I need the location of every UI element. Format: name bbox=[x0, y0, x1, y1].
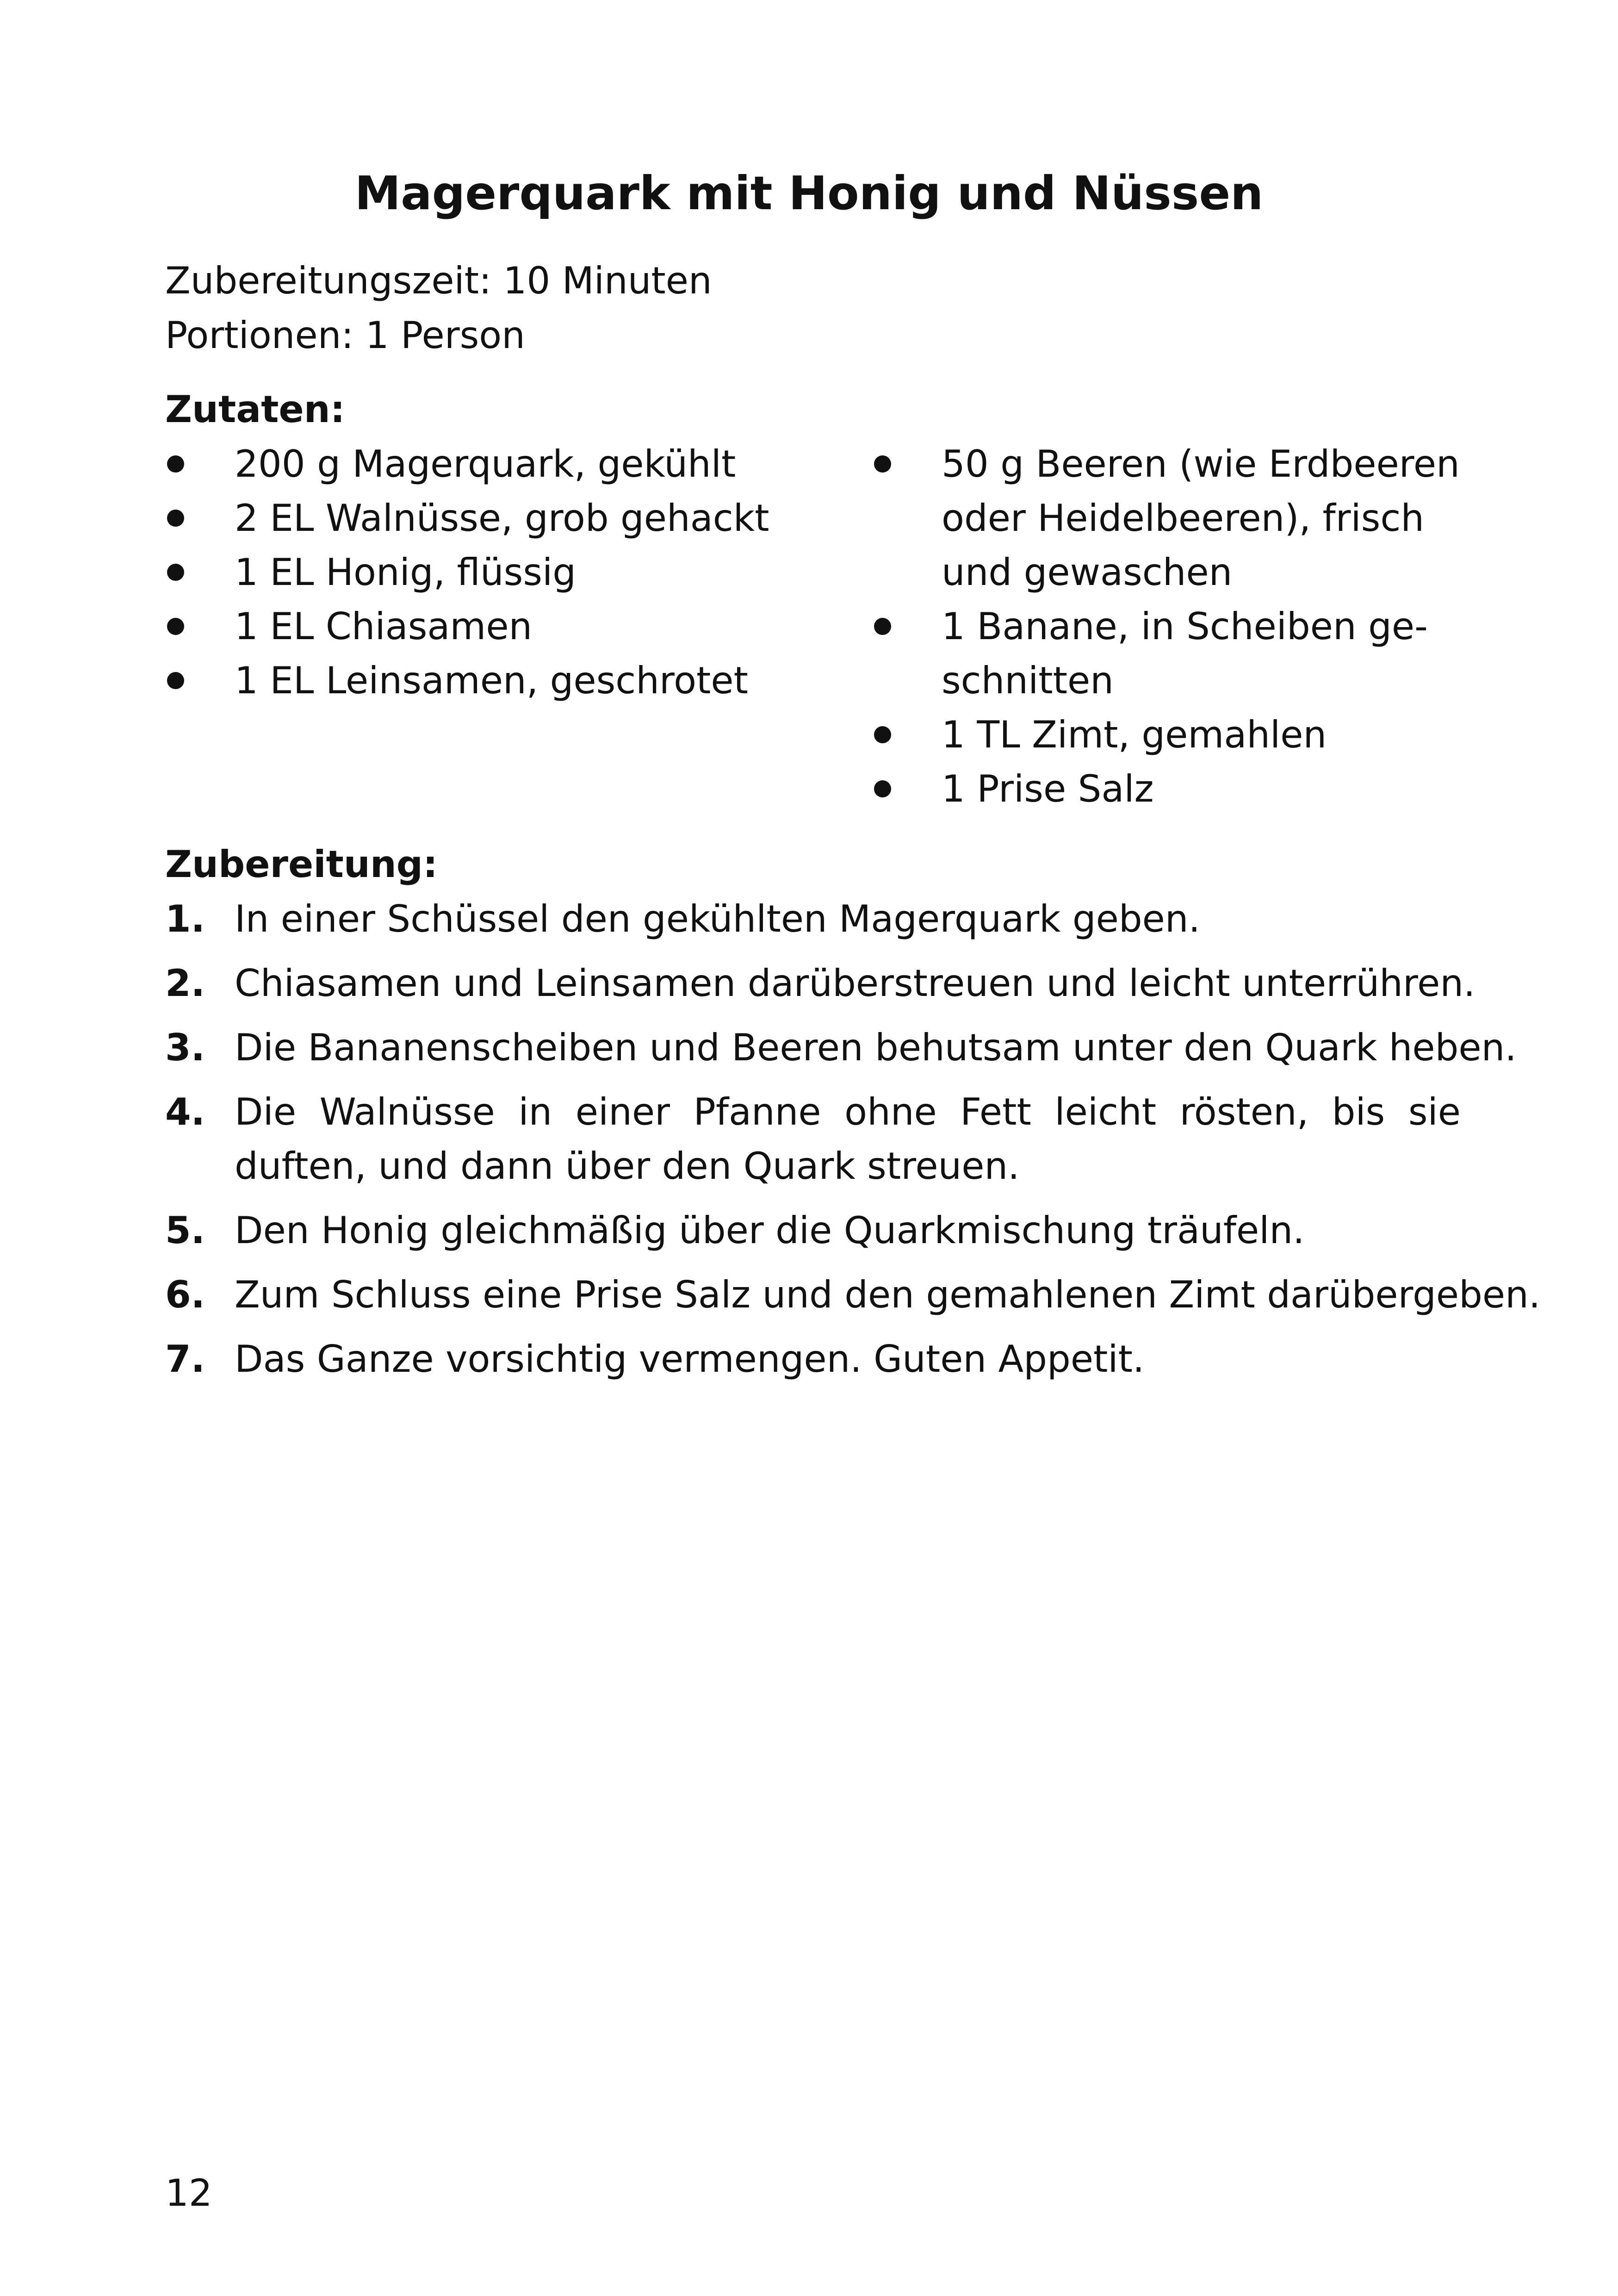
step-item bbox=[165, 1332, 1461, 1386]
bullet-icon bbox=[167, 510, 184, 527]
step-text: Den Honig gleichmäßig über die Quarkmischung träufeln. bbox=[235, 1209, 1305, 1252]
ingredient-text: 1 Banane, in Scheiben ge-schnitten bbox=[942, 605, 1428, 702]
step-number: 4. bbox=[165, 1090, 205, 1133]
ingredient-text: 1 Prise Salz bbox=[942, 767, 1154, 810]
ingredient-text: 1 EL Chiasamen bbox=[235, 605, 533, 648]
ingredient-item bbox=[165, 437, 836, 491]
ingredient-text: 200 g Magerquark, gekühlt bbox=[235, 442, 736, 485]
bullet-icon bbox=[167, 672, 184, 689]
step-item bbox=[165, 1203, 1461, 1257]
bullet-icon bbox=[874, 455, 891, 473]
step-text: Die Walnüsse in einer Pfanne ohne Fett leicht rösten, bis sie duften, und dann über den Quark streuen. bbox=[235, 1090, 1461, 1188]
step-number: 1. bbox=[165, 897, 205, 940]
bullet-icon bbox=[167, 564, 184, 581]
ingredient-item bbox=[872, 599, 1474, 708]
bullet-icon bbox=[874, 618, 891, 635]
step-number: 3. bbox=[165, 1026, 205, 1069]
ingredient-item bbox=[165, 653, 836, 708]
ingredient-text: 2 EL Walnüsse, grob gehackt bbox=[235, 497, 769, 540]
step-number: 6. bbox=[165, 1273, 205, 1316]
ingredient-item bbox=[165, 491, 836, 545]
step-number: 7. bbox=[165, 1338, 205, 1381]
recipe-title: Magerquark mit Honig und Nüssen bbox=[354, 166, 1264, 220]
ingredients-list-right bbox=[872, 437, 1474, 816]
ingredient-text: 1 TL Zimt, gemahlen bbox=[942, 713, 1327, 756]
ingredient-text: 50 g Beeren (wie Erdbeeren oder Heidelbeeren), frisch und gewaschen bbox=[942, 442, 1460, 594]
step-text: Die Bananenscheiben und Beeren behutsam unter den Quark heben. bbox=[235, 1026, 1517, 1069]
step-item bbox=[165, 956, 1475, 1010]
ingredient-text: 1 EL Leinsamen, geschrotet bbox=[235, 659, 748, 702]
preparation-steps bbox=[165, 892, 1541, 1396]
step-text: Das Ganze vorsichtig vermengen. Guten Appetit. bbox=[235, 1338, 1145, 1381]
bullet-icon bbox=[874, 726, 891, 743]
ingredient-item bbox=[872, 437, 1474, 599]
preparation-heading: Zubereitung: bbox=[165, 843, 438, 886]
step-item bbox=[165, 892, 1461, 946]
ingredient-item bbox=[165, 599, 836, 653]
ingredients-heading: Zutaten: bbox=[165, 388, 345, 431]
recipe-meta bbox=[165, 254, 712, 363]
ingredient-text: 1 EL Honig, flüssig bbox=[235, 551, 577, 594]
bullet-icon bbox=[167, 618, 184, 635]
step-text: Zum Schluss eine Prise Salz und den gemahlenen Zimt darübergeben. bbox=[235, 1273, 1541, 1316]
step-item bbox=[165, 1268, 1541, 1322]
step-text: In einer Schüssel den gekühlten Magerquark geben. bbox=[235, 897, 1200, 940]
ingredient-item bbox=[872, 762, 1474, 816]
bullet-icon bbox=[874, 780, 891, 797]
prep-time: Zubereitungszeit: 10 Minuten bbox=[165, 259, 712, 302]
bullet-icon bbox=[167, 455, 184, 473]
step-number: 2. bbox=[165, 962, 205, 1005]
ingredient-item bbox=[165, 545, 836, 599]
ingredients-list-left bbox=[165, 437, 836, 708]
step-item bbox=[165, 1085, 1461, 1193]
ingredient-item bbox=[872, 708, 1474, 762]
page-number: 12 bbox=[165, 2172, 212, 2215]
portions: Portionen: 1 Person bbox=[165, 314, 525, 357]
step-item bbox=[165, 1020, 1517, 1075]
step-number: 5. bbox=[165, 1209, 205, 1252]
step-text: Chiasamen und Leinsamen darüberstreuen und leicht unterrühren. bbox=[235, 962, 1475, 1005]
